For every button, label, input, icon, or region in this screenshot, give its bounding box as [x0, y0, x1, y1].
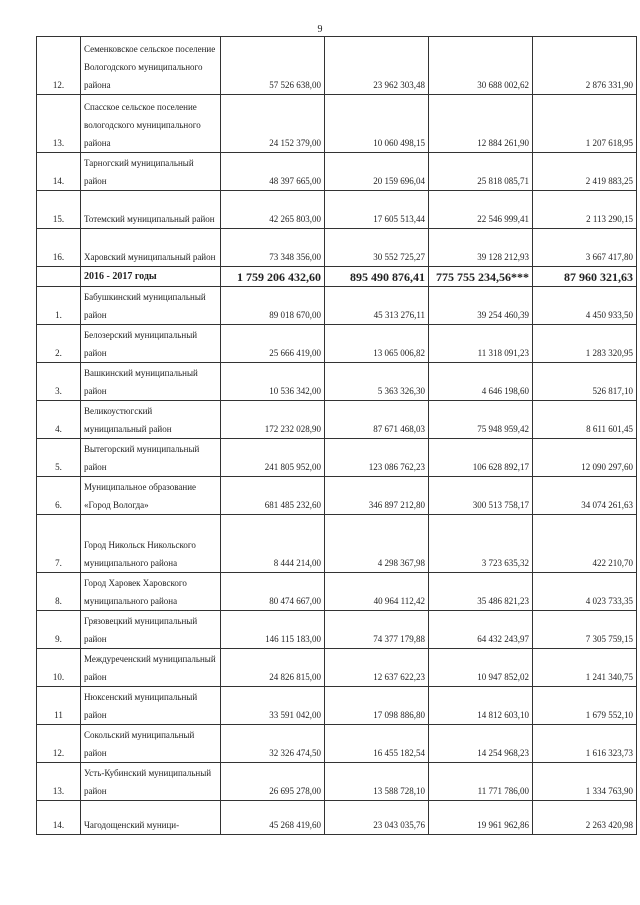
value-local: 7 305 759,15 — [533, 611, 637, 649]
table-row — [37, 687, 637, 725]
row-name: Чагодощенский муници- — [81, 801, 221, 835]
value-regional: 11 771 786,00 — [429, 763, 533, 801]
table-row — [37, 477, 637, 515]
value-federal: 17 098 886,80 — [325, 687, 429, 725]
page-number: 9 — [317, 24, 323, 35]
value-federal: 13 065 006,82 — [325, 325, 429, 363]
row-name: Грязовецкий муниципальный район — [81, 611, 221, 649]
value-local: 1 241 340,75 — [533, 649, 637, 687]
row-number: 14. — [37, 801, 81, 835]
value-local: 2 263 420,98 — [533, 801, 637, 835]
budget-table-body — [37, 37, 637, 835]
row-name: Харовский муниципальный район — [81, 229, 221, 267]
value-regional: 3 723 635,32 — [429, 515, 533, 573]
value-regional: 10 947 852,02 — [429, 649, 533, 687]
value-federal: 123 086 762,23 — [325, 439, 429, 477]
value-total: 89 018 670,00 — [221, 287, 325, 325]
value-regional: 39 254 460,39 — [429, 287, 533, 325]
row-name: Великоустюгский муниципальный район — [81, 401, 221, 439]
table-row — [37, 573, 637, 611]
row-number: 8. — [37, 573, 81, 611]
row-number: 5. — [37, 439, 81, 477]
row-name: Вашкинский муниципальный район — [81, 363, 221, 401]
table-row — [37, 191, 637, 229]
value-regional: 64 432 243,97 — [429, 611, 533, 649]
value-total: 241 805 952,00 — [221, 439, 325, 477]
value-total: 48 397 665,00 — [221, 153, 325, 191]
value-regional: 12 884 261,90 — [429, 95, 533, 153]
value-federal: 30 552 725,27 — [325, 229, 429, 267]
row-number: 13. — [37, 763, 81, 801]
row-number: 13. — [37, 95, 81, 153]
row-number: 9. — [37, 611, 81, 649]
value-local: 1 207 618,95 — [533, 95, 637, 153]
value-regional: 22 546 999,41 — [429, 191, 533, 229]
row-number: 4. — [37, 401, 81, 439]
value-regional: 300 513 758,17 — [429, 477, 533, 515]
value-federal: 23 043 035,76 — [325, 801, 429, 835]
row-name: 2016 - 2017 годы — [81, 267, 221, 287]
value-regional: 39 128 212,93 — [429, 229, 533, 267]
value-total: 45 268 419,60 — [221, 801, 325, 835]
row-number: 16. — [37, 229, 81, 267]
row-name: Тотемский муниципальный район — [81, 191, 221, 229]
value-total: 146 115 183,00 — [221, 611, 325, 649]
value-regional: 775 755 234,56*** — [429, 267, 533, 287]
table-row — [37, 229, 637, 267]
row-name: Вытегорский муниципальный район — [81, 439, 221, 477]
table-row — [37, 325, 637, 363]
row-name: Нюксенский муниципальный район — [81, 687, 221, 725]
row-name: Город Харовек Харовского муниципального района — [81, 573, 221, 611]
value-total: 57 526 638,00 — [221, 37, 325, 95]
value-local: 1 334 763,90 — [533, 763, 637, 801]
value-local: 2 419 883,25 — [533, 153, 637, 191]
value-federal: 17 605 513,44 — [325, 191, 429, 229]
value-regional: 30 688 002,62 — [429, 37, 533, 95]
row-number: 15. — [37, 191, 81, 229]
row-number: 3. — [37, 363, 81, 401]
table-row — [37, 401, 637, 439]
row-name: Белозерский муниципальный район — [81, 325, 221, 363]
value-federal: 16 455 182,54 — [325, 725, 429, 763]
value-total: 33 591 042,00 — [221, 687, 325, 725]
value-regional: 106 628 892,17 — [429, 439, 533, 477]
table-row — [37, 37, 637, 95]
value-regional: 75 948 959,42 — [429, 401, 533, 439]
row-name: Город Никольск Никольского муниципального района — [81, 515, 221, 573]
row-name: Спасское сельское поселение вологодского муниципального района — [81, 95, 221, 153]
row-name: Бабушкинский муниципальный район — [81, 287, 221, 325]
value-local: 34 074 261,63 — [533, 477, 637, 515]
value-federal: 895 490 876,41 — [325, 267, 429, 287]
value-local: 3 667 417,80 — [533, 229, 637, 267]
value-total: 32 326 474,50 — [221, 725, 325, 763]
row-name: Сокольский муниципальный район — [81, 725, 221, 763]
value-regional: 19 961 962,86 — [429, 801, 533, 835]
row-number: 11 — [37, 687, 81, 725]
value-regional: 25 818 085,71 — [429, 153, 533, 191]
value-local: 526 817,10 — [533, 363, 637, 401]
value-local: 1 616 323,73 — [533, 725, 637, 763]
row-name: Усть-Кубинский муниципальный район — [81, 763, 221, 801]
row-number — [37, 267, 81, 287]
value-local: 422 210,70 — [533, 515, 637, 573]
value-federal: 23 962 303,48 — [325, 37, 429, 95]
value-regional: 14 254 968,23 — [429, 725, 533, 763]
row-number: 7. — [37, 515, 81, 573]
value-total: 8 444 214,00 — [221, 515, 325, 573]
value-total: 80 474 667,00 — [221, 573, 325, 611]
row-name: Семенковское сельское поселение Вологодского муниципального района — [81, 37, 221, 95]
value-total: 26 695 278,00 — [221, 763, 325, 801]
value-federal: 74 377 179,88 — [325, 611, 429, 649]
value-federal: 45 313 276,11 — [325, 287, 429, 325]
value-total: 73 348 356,00 — [221, 229, 325, 267]
value-local: 1 283 320,95 — [533, 325, 637, 363]
row-number: 6. — [37, 477, 81, 515]
value-federal: 10 060 498,15 — [325, 95, 429, 153]
value-local: 87 960 321,63 — [533, 267, 637, 287]
table-row — [37, 801, 637, 835]
value-total: 681 485 232,60 — [221, 477, 325, 515]
total-row — [37, 267, 637, 287]
value-local: 12 090 297,60 — [533, 439, 637, 477]
row-name: Междуреченский муниципальный район — [81, 649, 221, 687]
value-federal: 5 363 326,30 — [325, 363, 429, 401]
table-row — [37, 439, 637, 477]
value-local: 4 450 933,50 — [533, 287, 637, 325]
row-number: 10. — [37, 649, 81, 687]
value-regional: 35 486 821,23 — [429, 573, 533, 611]
value-local: 8 611 601,45 — [533, 401, 637, 439]
value-federal: 87 671 468,03 — [325, 401, 429, 439]
value-total: 42 265 803,00 — [221, 191, 325, 229]
value-federal: 13 588 728,10 — [325, 763, 429, 801]
table-row — [37, 649, 637, 687]
value-total: 24 826 815,00 — [221, 649, 325, 687]
value-federal: 40 964 112,42 — [325, 573, 429, 611]
value-local: 2 113 290,15 — [533, 191, 637, 229]
value-regional: 4 646 198,60 — [429, 363, 533, 401]
row-number: 1. — [37, 287, 81, 325]
value-total: 24 152 379,00 — [221, 95, 325, 153]
table-row — [37, 763, 637, 801]
table-row — [37, 515, 637, 573]
value-federal: 346 897 212,80 — [325, 477, 429, 515]
table-row — [37, 725, 637, 763]
table-row — [37, 611, 637, 649]
table-row — [37, 95, 637, 153]
row-number: 2. — [37, 325, 81, 363]
row-name: Тарногский муниципальный район — [81, 153, 221, 191]
budget-table — [36, 36, 637, 835]
table-row — [37, 153, 637, 191]
value-local: 1 679 552,10 — [533, 687, 637, 725]
value-local: 2 876 331,90 — [533, 37, 637, 95]
row-number: 12. — [37, 37, 81, 95]
table-row — [37, 363, 637, 401]
value-regional: 14 812 603,10 — [429, 687, 533, 725]
value-federal: 4 298 367,98 — [325, 515, 429, 573]
value-regional: 11 318 091,23 — [429, 325, 533, 363]
value-local: 4 023 733,35 — [533, 573, 637, 611]
row-number: 12. — [37, 725, 81, 763]
table-row — [37, 287, 637, 325]
value-total: 1 759 206 432,60 — [221, 267, 325, 287]
value-federal: 12 637 622,23 — [325, 649, 429, 687]
value-total: 10 536 342,00 — [221, 363, 325, 401]
value-total: 172 232 028,90 — [221, 401, 325, 439]
row-number: 14. — [37, 153, 81, 191]
row-name: Муниципальное образование «Город Вологда» — [81, 477, 221, 515]
value-total: 25 666 419,00 — [221, 325, 325, 363]
value-federal: 20 159 696,04 — [325, 153, 429, 191]
